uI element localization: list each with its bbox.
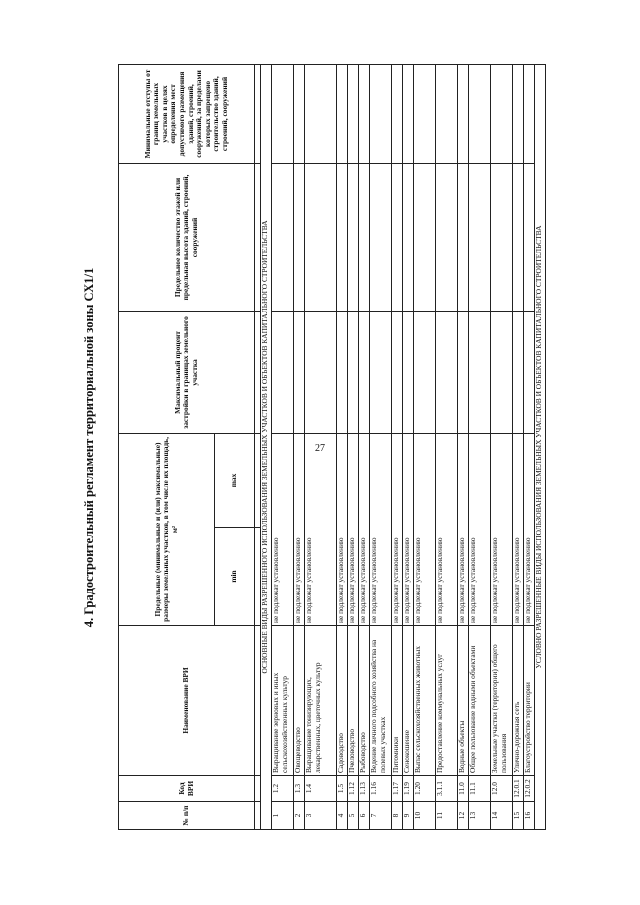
row-size-value: не подлежат установлению (370, 433, 392, 625)
row-setback (370, 64, 392, 163)
row-name: Предоставление коммунальных услуг (436, 626, 458, 776)
row-percent (370, 311, 392, 433)
row-setback (436, 64, 458, 163)
header-code: Код ВРИ (119, 776, 255, 802)
table-row (337, 64, 348, 829)
table-row (294, 64, 305, 829)
row-code: 1.17 (392, 776, 403, 802)
row-setback (458, 64, 469, 163)
row-number: 11 (436, 802, 458, 830)
row-floors (513, 163, 524, 311)
row-number: 15 (513, 802, 524, 830)
header-num: № п/п (119, 802, 255, 830)
row-floors (272, 163, 294, 311)
row-setback (403, 64, 414, 163)
row-number: 12 (458, 802, 469, 830)
row-code: 1.13 (359, 776, 370, 802)
row-percent (436, 311, 458, 433)
table-body (261, 64, 546, 829)
row-size-value: не подлежат установлению (392, 433, 403, 625)
header-min: min (215, 528, 255, 626)
row-floors (294, 163, 305, 311)
row-size-value: не подлежат установлению (513, 433, 524, 625)
row-code: 1.16 (370, 776, 392, 802)
row-size-value: не подлежат установлению (305, 433, 337, 625)
row-setback (359, 64, 370, 163)
table-row (414, 64, 436, 829)
row-floors (359, 163, 370, 311)
row-floors (403, 163, 414, 311)
row-percent (524, 311, 535, 433)
row-number: 9 (403, 802, 414, 830)
row-setback (491, 64, 513, 163)
row-code: 1.12 (348, 776, 359, 802)
row-floors (337, 163, 348, 311)
row-setback (524, 64, 535, 163)
row-floors (348, 163, 359, 311)
header-size: Предельные (минимальные и (или) максимальные) размеры земельных участков, в том числе их площадь, м² (119, 433, 215, 625)
row-name: Земельные участки (территории) общего пользования (491, 626, 513, 776)
row-floors (436, 163, 458, 311)
row-percent (403, 311, 414, 433)
header-max: max (215, 433, 255, 527)
row-percent (392, 311, 403, 433)
row-name: Сенокошение (403, 626, 414, 776)
row-number: 16 (524, 802, 535, 830)
row-name: Водные объекты (458, 626, 469, 776)
header-floors: Предельное количество этажей или предельная высота зданий, строений, сооружений (119, 163, 255, 311)
section-title: ОСНОВНЫЕ ВИДЫ РАЗРЕШЕННОГО ИСПОЛЬЗОВАНИЯ ЗЕМЕЛЬНЫХ УЧАСТКОВ И ОБЪЕКТОВ КАПИТАЛЬНОГО СТРОИТЕЛЬСТВА (261, 64, 272, 829)
row-setback (305, 64, 337, 163)
row-size-value: не подлежат установлению (414, 433, 436, 625)
table-row (491, 64, 513, 829)
row-setback (337, 64, 348, 163)
row-size-value: не подлежат установлению (359, 433, 370, 625)
table-header (119, 64, 261, 829)
row-number: 13 (469, 802, 491, 830)
row-number: 8 (392, 802, 403, 830)
row-percent (305, 311, 337, 433)
row-name: Рыбоводство (359, 626, 370, 776)
header-setback: Минимальные отступы от границ земельных участков в целях определения мест допустимого размещения зданий, строений, сооружений, за пределами которых запрещено строительство зданий, строений, сооружений (119, 64, 255, 163)
row-setback (513, 64, 524, 163)
row-code: 1.3 (294, 776, 305, 802)
row-name: Ведение личного подсобного хозяйства на полевых участках (370, 626, 392, 776)
row-size-value: не подлежат установлению (294, 433, 305, 625)
table-row (513, 64, 524, 829)
row-number: 2 (294, 802, 305, 830)
row-number: 3 (305, 802, 337, 830)
row-code: 1.20 (414, 776, 436, 802)
row-number: 1 (272, 802, 294, 830)
document-title: 4. Градостроительный регламент территориальной зоны СХ1/1 (82, 267, 96, 628)
row-code: 11.1 (469, 776, 491, 802)
table-row (436, 64, 458, 829)
row-percent (359, 311, 370, 433)
row-name: Пчеловодство (348, 626, 359, 776)
row-size-value: не подлежат установлению (272, 433, 294, 625)
row-name: Садоводство (337, 626, 348, 776)
row-setback (272, 64, 294, 163)
row-code: 1.2 (272, 776, 294, 802)
table-row (348, 64, 359, 829)
row-percent (348, 311, 359, 433)
row-size-value: не подлежат установлению (403, 433, 414, 625)
row-code: 1.4 (305, 776, 337, 802)
header-name: Наименование ВРИ (119, 626, 255, 776)
row-floors (370, 163, 392, 311)
table-row (458, 64, 469, 829)
row-code: 1.19 (403, 776, 414, 802)
row-size-value: не подлежат установлению (458, 433, 469, 625)
row-number: 6 (359, 802, 370, 830)
row-code: 12.0.2 (524, 776, 535, 802)
table-row (524, 64, 535, 829)
row-setback (469, 64, 491, 163)
row-floors (524, 163, 535, 311)
row-name: Питомники (392, 626, 403, 776)
row-size-value: не подлежат установлению (524, 433, 535, 625)
row-size-value: не подлежат установлению (491, 433, 513, 625)
row-code: 1.5 (337, 776, 348, 802)
section-header-row (535, 64, 546, 829)
row-setback (392, 64, 403, 163)
row-percent (337, 311, 348, 433)
row-size-value: не подлежат установлению (348, 433, 359, 625)
row-number: 7 (370, 802, 392, 830)
row-size-value: не подлежат установлению (469, 433, 491, 625)
table-row (403, 64, 414, 829)
table-row (359, 64, 370, 829)
row-percent (513, 311, 524, 433)
row-percent (469, 311, 491, 433)
row-name: Благоустройство территории (524, 626, 535, 776)
row-floors (305, 163, 337, 311)
row-floors (414, 163, 436, 311)
row-number: 10 (414, 802, 436, 830)
row-code: 12.0 (491, 776, 513, 802)
row-floors (469, 163, 491, 311)
row-name: Улично-дорожная сеть (513, 626, 524, 776)
rotated-page-content (80, 65, 560, 830)
row-floors (491, 163, 513, 311)
row-setback (414, 64, 436, 163)
row-name: Общее пользование водными объектами (469, 626, 491, 776)
table-row (370, 64, 392, 829)
row-number: 4 (337, 802, 348, 830)
row-percent (294, 311, 305, 433)
row-size-value: не подлежат установлению (337, 433, 348, 625)
row-code: 11.0 (458, 776, 469, 802)
row-percent (491, 311, 513, 433)
row-percent (272, 311, 294, 433)
row-name: Выпас сельскохозяйственных животных (414, 626, 436, 776)
row-size-value: не подлежат установлению (436, 433, 458, 625)
row-name: Выращивание тонизирующих, лекарственных, цветочных культур (305, 626, 337, 776)
section-title: УСЛОВНО РАЗРЕШЕННЫЕ ВИДЫ ИСПОЛЬЗОВАНИЯ ЗЕМЕЛЬНЫХ УЧАСТКОВ И ОБЪЕКТОВ КАПИТАЛЬНОГО СТРОИТЕЛЬСТВА (535, 64, 546, 829)
header-percent: Максимальный процент застройки в границах земельного участка (119, 311, 255, 433)
section-header-row (261, 64, 272, 829)
row-floors (392, 163, 403, 311)
table-row (305, 64, 337, 829)
row-name: Выращивание зерновых и иных сельскохозяйственных культур (272, 626, 294, 776)
row-percent (414, 311, 436, 433)
regulation-table (118, 64, 546, 830)
row-setback (348, 64, 359, 163)
row-name: Овощеводство (294, 626, 305, 776)
row-code: 3.1.1 (436, 776, 458, 802)
page-number: 27 (315, 443, 325, 454)
row-code: 12.0.1 (513, 776, 524, 802)
table-row (272, 64, 294, 829)
row-number: 14 (491, 802, 513, 830)
table-row (469, 64, 491, 829)
row-floors (458, 163, 469, 311)
row-percent (458, 311, 469, 433)
row-number: 5 (348, 802, 359, 830)
table-row (392, 64, 403, 829)
row-setback (294, 64, 305, 163)
